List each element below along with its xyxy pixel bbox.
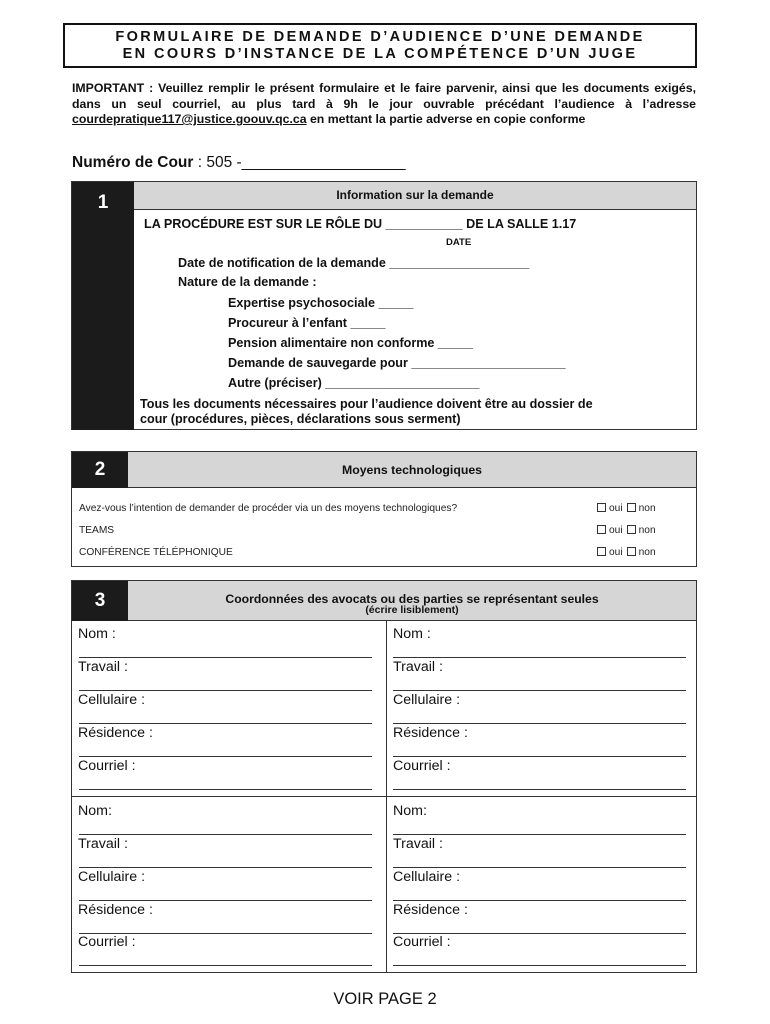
field-underline xyxy=(393,900,686,901)
form-title-line-2: EN COURS D’INSTANCE DE LA COMPÉTENCE D’UN JUGE xyxy=(122,46,638,62)
oui-label: oui xyxy=(609,547,623,558)
next-page-note: VOIR PAGE 2 xyxy=(333,990,437,1008)
field-underline xyxy=(393,834,686,835)
section-contacts xyxy=(71,580,697,973)
field-underline xyxy=(79,834,372,835)
form-title-line-1: FORMULAIRE DE DEMANDE D’AUDIENCE D’UNE DEMANDE xyxy=(115,29,645,45)
courriel-field[interactable]: Courriel : xyxy=(78,758,136,774)
nature-item-pension[interactable]: Pension alimentaire non conforme _____ xyxy=(228,336,473,350)
residence-field[interactable]: Résidence : xyxy=(393,725,468,741)
field-underline xyxy=(79,965,372,966)
travail-field[interactable]: Travail : xyxy=(78,659,128,675)
field-underline xyxy=(79,756,372,757)
court-number-field[interactable] xyxy=(72,154,405,172)
important-notice xyxy=(72,81,696,128)
nom-field[interactable]: Nom : xyxy=(78,626,116,642)
nom-field[interactable]: Nom: xyxy=(78,803,112,819)
nature-label: Nature de la demande : xyxy=(178,275,317,289)
oui-checkbox[interactable] xyxy=(597,503,606,512)
section-1-body xyxy=(134,210,696,429)
important-text-before: : Veuillez remplir le présent formulaire et le faire parvenir, ainsi que les documents exigés, dans un seul courriel, au plus tard à 9h le jour ouvrable précédant l’audience à l’adresse xyxy=(72,81,696,111)
nature-item-autre[interactable]: Autre (préciser) ______________________ xyxy=(228,376,480,390)
field-underline xyxy=(79,657,372,658)
field-underline xyxy=(79,900,372,901)
nature-item-procureur[interactable]: Procureur à l’enfant _____ xyxy=(228,316,386,330)
cellulaire-field[interactable]: Cellulaire : xyxy=(393,869,461,885)
phone-conference-label: CONFÉRENCE TÉLÉPHONIQUE xyxy=(79,547,233,558)
row-divider xyxy=(72,796,697,797)
residence-field[interactable]: Résidence : xyxy=(78,902,153,918)
non-label: non xyxy=(638,503,656,514)
cellulaire-field[interactable]: Cellulaire : xyxy=(393,692,461,708)
residence-field[interactable]: Résidence : xyxy=(78,725,153,741)
tech-intent-options xyxy=(597,503,656,514)
field-underline xyxy=(393,657,686,658)
teams-label: TEAMS xyxy=(79,525,115,536)
column-divider xyxy=(386,621,387,973)
field-underline xyxy=(393,867,686,868)
courriel-field[interactable]: Courriel : xyxy=(78,934,136,950)
section-1-number: 1 xyxy=(72,182,134,430)
field-underline xyxy=(79,789,372,790)
field-underline xyxy=(79,867,372,868)
non-checkbox[interactable] xyxy=(627,547,636,556)
documents-note-line-1: Tous les documents nécessaires pour l’audience doivent être au dossier de xyxy=(140,397,593,411)
section-2-header: Moyens technologiques xyxy=(128,452,696,488)
non-checkbox[interactable] xyxy=(627,525,636,534)
cellulaire-field[interactable]: Cellulaire : xyxy=(78,869,146,885)
important-text-after: en mettant la partie adverse en copie conforme xyxy=(306,112,586,126)
role-line-field[interactable]: LA PROCÉDURE EST SUR LE RÔLE DU ___________ DE LA SALLE 1.17 xyxy=(144,217,577,231)
court-number-label: Numéro de Cour xyxy=(72,154,194,171)
section-request-info xyxy=(71,181,697,430)
nom-field[interactable]: Nom: xyxy=(393,803,427,819)
section-3-number: 3 xyxy=(72,581,128,621)
field-underline xyxy=(393,690,686,691)
field-underline xyxy=(79,723,372,724)
oui-label: oui xyxy=(609,503,623,514)
travail-field[interactable]: Travail : xyxy=(78,836,128,852)
nature-item-sauvegarde[interactable]: Demande de sauvegarde pour ______________________ xyxy=(228,356,566,370)
cellulaire-field[interactable]: Cellulaire : xyxy=(78,692,146,708)
tech-intent-question: Avez-vous l’intention de demander de procéder via un des moyens technologiques? xyxy=(79,503,458,514)
important-label: IMPORTANT xyxy=(72,81,145,95)
court-email-link[interactable]: courdepratique117@justice.goouv.qc.ca xyxy=(72,112,307,126)
travail-field[interactable]: Travail : xyxy=(393,659,443,675)
field-underline xyxy=(393,789,686,790)
non-checkbox[interactable] xyxy=(627,503,636,512)
field-underline xyxy=(393,965,686,966)
court-number-value: : 505 -___________________ xyxy=(193,154,406,171)
section-3-title: Coordonnées des avocats ou des parties se représentant seules xyxy=(225,592,599,606)
courriel-field[interactable]: Courriel : xyxy=(393,758,451,774)
documents-note-line-2: cour (procédures, pièces, déclarations sous serment) xyxy=(140,412,461,426)
oui-checkbox[interactable] xyxy=(597,547,606,556)
field-underline xyxy=(393,723,686,724)
notification-date-field[interactable]: Date de notification de la demande ____________________ xyxy=(178,256,530,270)
travail-field[interactable]: Travail : xyxy=(393,836,443,852)
section-3-subtitle: (écrire lisiblement) xyxy=(365,604,459,616)
non-label: non xyxy=(638,525,656,536)
form-title xyxy=(63,23,697,68)
oui-checkbox[interactable] xyxy=(597,525,606,534)
phone-conference-options xyxy=(597,547,656,558)
section-technology xyxy=(71,451,697,567)
nature-item-expertise[interactable]: Expertise psychosociale _____ xyxy=(228,296,414,310)
field-underline xyxy=(393,756,686,757)
residence-field[interactable]: Résidence : xyxy=(393,902,468,918)
courriel-field[interactable]: Courriel : xyxy=(393,934,451,950)
oui-label: oui xyxy=(609,525,623,536)
field-underline xyxy=(79,690,372,691)
section-2-number: 2 xyxy=(72,452,128,488)
section-3-header xyxy=(128,581,696,621)
date-caption: DATE xyxy=(446,237,472,248)
non-label: non xyxy=(638,547,656,558)
section-1-header: Information sur la demande xyxy=(134,182,696,210)
nom-field[interactable]: Nom : xyxy=(393,626,431,642)
teams-options xyxy=(597,525,656,536)
